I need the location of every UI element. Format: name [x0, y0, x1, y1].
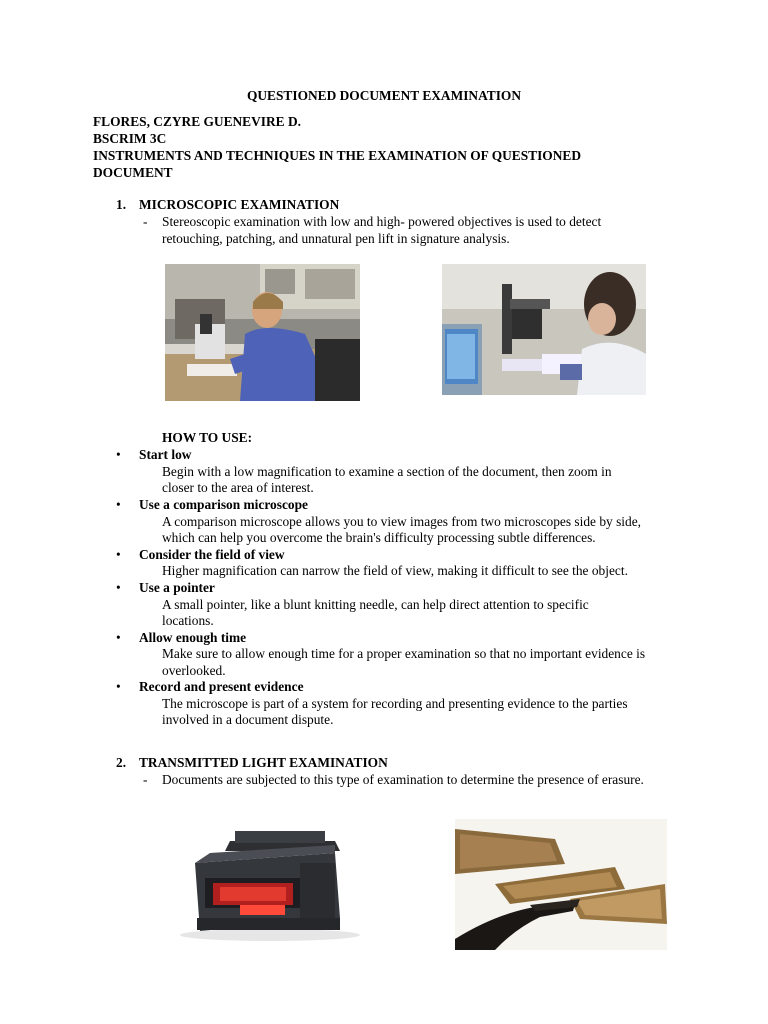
tip-desc-line2: closer to the area of interest.	[162, 480, 314, 495]
bullet-glyph: •	[116, 630, 121, 645]
tip-desc-line1: The microscope is part of a system for recording and presenting evidence to the parties	[162, 696, 628, 711]
tip-desc-line1: A small pointer, like a blunt knitting needle, can help direct attention to specific	[162, 597, 589, 612]
item2-title: TRANSMITTED LIGHT EXAMINATION	[139, 755, 388, 770]
light-table-documents-photo	[455, 819, 667, 950]
microscope-man-photo	[165, 264, 360, 401]
document-title: QUESTIONED DOCUMENT EXAMINATION	[246, 88, 522, 103]
bullet-glyph: •	[116, 447, 121, 462]
tip-title: Start low	[139, 447, 192, 462]
tip-title: Use a comparison microscope	[139, 497, 308, 512]
item1-number: 1.	[116, 197, 127, 212]
tip-desc-line2: involved in a document dispute.	[162, 712, 334, 727]
item1-dash: -	[143, 214, 148, 229]
tip-title: Consider the field of view	[139, 547, 285, 562]
topic-heading-line1: INSTRUMENTS AND TECHNIQUES IN THE EXAMINATION OF QUESTIONED	[93, 148, 581, 163]
tip-desc-line1: Begin with a low magnification to examine a section of the document, then zoom in	[162, 464, 612, 479]
tip-title: Use a pointer	[139, 580, 215, 595]
tip-title: Record and present evidence	[139, 679, 304, 694]
item1-desc-line1: Stereoscopic examination with low and high- powered objectives is used to detect	[162, 214, 602, 229]
bullet-glyph: •	[116, 547, 121, 562]
item1-title: MICROSCOPIC EXAMINATION	[139, 197, 340, 212]
tip-desc-line1: Higher magnification can narrow the field of view, making it difficult to see the object.	[162, 563, 628, 578]
tip-desc-line2: locations.	[162, 613, 214, 628]
author-name: FLORES, CZYRE GUENEVIRE D.	[93, 114, 301, 129]
tip-title: Allow enough time	[139, 630, 247, 645]
bullet-glyph: •	[116, 497, 121, 512]
how-to-use-heading: HOW TO USE:	[162, 430, 253, 445]
microscope-woman-photo	[442, 264, 646, 395]
tip-desc-line2: which can help you overcome the brain's difficulty processing subtle differences.	[162, 530, 596, 545]
tip-desc-line1: A comparison microscope allows you to view images from two microscopes side by side,	[162, 514, 641, 529]
tip-desc-line2: overlooked.	[162, 663, 226, 678]
tip-desc-line1: Make sure to allow enough time for a proper examination so that no important evidence is	[162, 646, 646, 661]
item2-number: 2.	[116, 755, 127, 770]
topic-heading-line2: DOCUMENT	[93, 165, 173, 180]
bullet-glyph: •	[116, 580, 121, 595]
light-viewer-device-photo	[135, 823, 400, 945]
item1-desc-line2: retouching, patching, and unnatural pen lift in signature analysis.	[162, 231, 510, 246]
item2-desc-line1: Documents are subjected to this type of examination to determine the presence of erasure.	[162, 772, 644, 787]
course-section: BSCRIM 3C	[93, 131, 167, 146]
item2-dash: -	[143, 772, 148, 787]
bullet-glyph: •	[116, 679, 121, 694]
